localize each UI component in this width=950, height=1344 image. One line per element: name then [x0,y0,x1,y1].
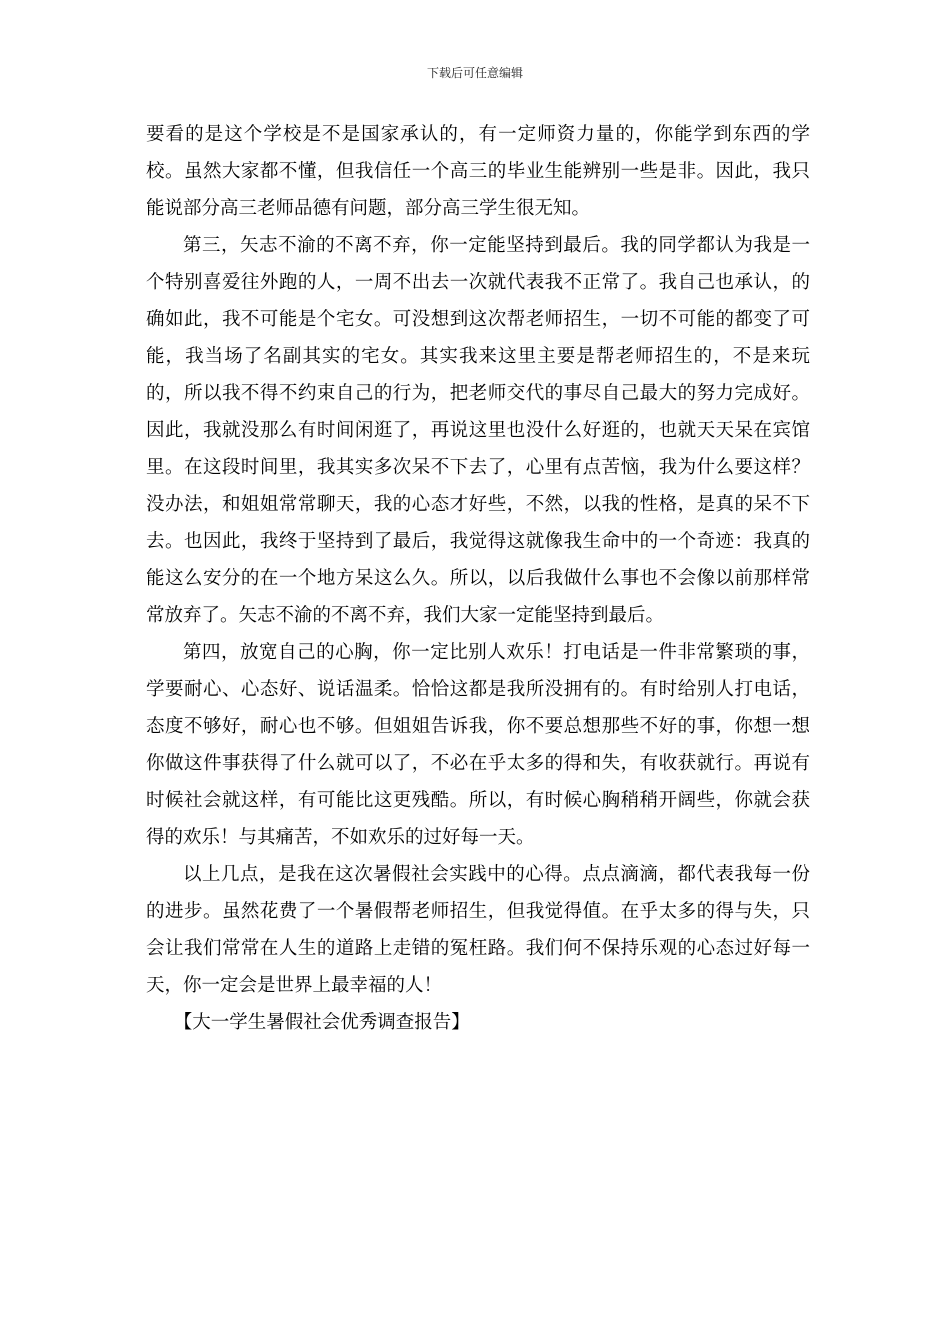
document-title-footer: 【大一学生暑假社会优秀调查报告】 [173,1012,470,1033]
page-header: 下载后可任意编辑 [426,66,523,80]
paragraph-point-three: 第三，矢志不渝的不离不弃，你一定能坚持到最后。我的同学都认为我是一个特别喜爱往外跑的人，一周不出去一次就代表我不正常了。我自己也承认，的确如此，我不可能是个宅女。可没想到这次帮老师招生，一切不可能的都变了可能，我当场了名副其实的宅女。其实我来这里主要是帮老师招生的，不是来玩的，所以我不得不约束自己的行为，把老师交代的事尽自己最大的努力完成好。因此，我就没那么有时间闲逛了，再说这里也没什么好逛的，也就天天呆在宾馆里。在这段时间里，我其实多次呆不下去了，心里有点苦恼，我为什么要这样？没办法，和姐姐常常聊天，我的心态才好些，不然，以我的性格，是真的呆不下去。也因此，我终于坚持到了最后，我觉得这就像我生命中的一个奇迹：我真的能这么安分的在一个地方呆这么久。所以，以后我做什么事也不会像以前那样常常放弃了。矢志不渝的不离不弃，我们大家一定能坚持到最后。 [146,235,810,626]
paragraph-continuation: 要看的是这个学校是不是国家承认的，有一定师资力量的，你能学到东西的学校。虽然大家都不懂，但我信任一个高三的毕业生能辨别一些是非。因此，我只能说部分高三老师品德有问题，部分高三学生很无知。 [146,124,810,219]
document-body [146,116,810,1041]
paragraph-point-four: 第四，放宽自己的心胸，你一定比别人欢乐！打电话是一件非常繁琐的事，学要耐心、心态好、说话温柔。恰恰这都是我所没拥有的。有时给别人打电话，态度不够好，耐心也不够。但姐姐告诉我，你不要总想那些不好的事，你想一想你做这件事获得了什么就可以了，不必在乎太多的得和失，有收获就行。再说有时候社会就这样，有可能比这更残酷。所以，有时候心胸稍稍开阔些，你就会获得的欢乐！与其痛苦，不如欢乐的过好每一天。 [146,642,810,848]
paragraph-conclusion: 以上几点，是我在这次暑假社会实践中的心得。点点滴滴，都代表我每一份的进步。虽然花费了一个暑假帮老师招生，但我觉得值。在乎太多的得与失，只会让我们常常在人生的道路上走错的冤枉路。我们何不保持乐观的心态过好每一天，你一定会是世界上最幸福的人！ [146,864,810,996]
